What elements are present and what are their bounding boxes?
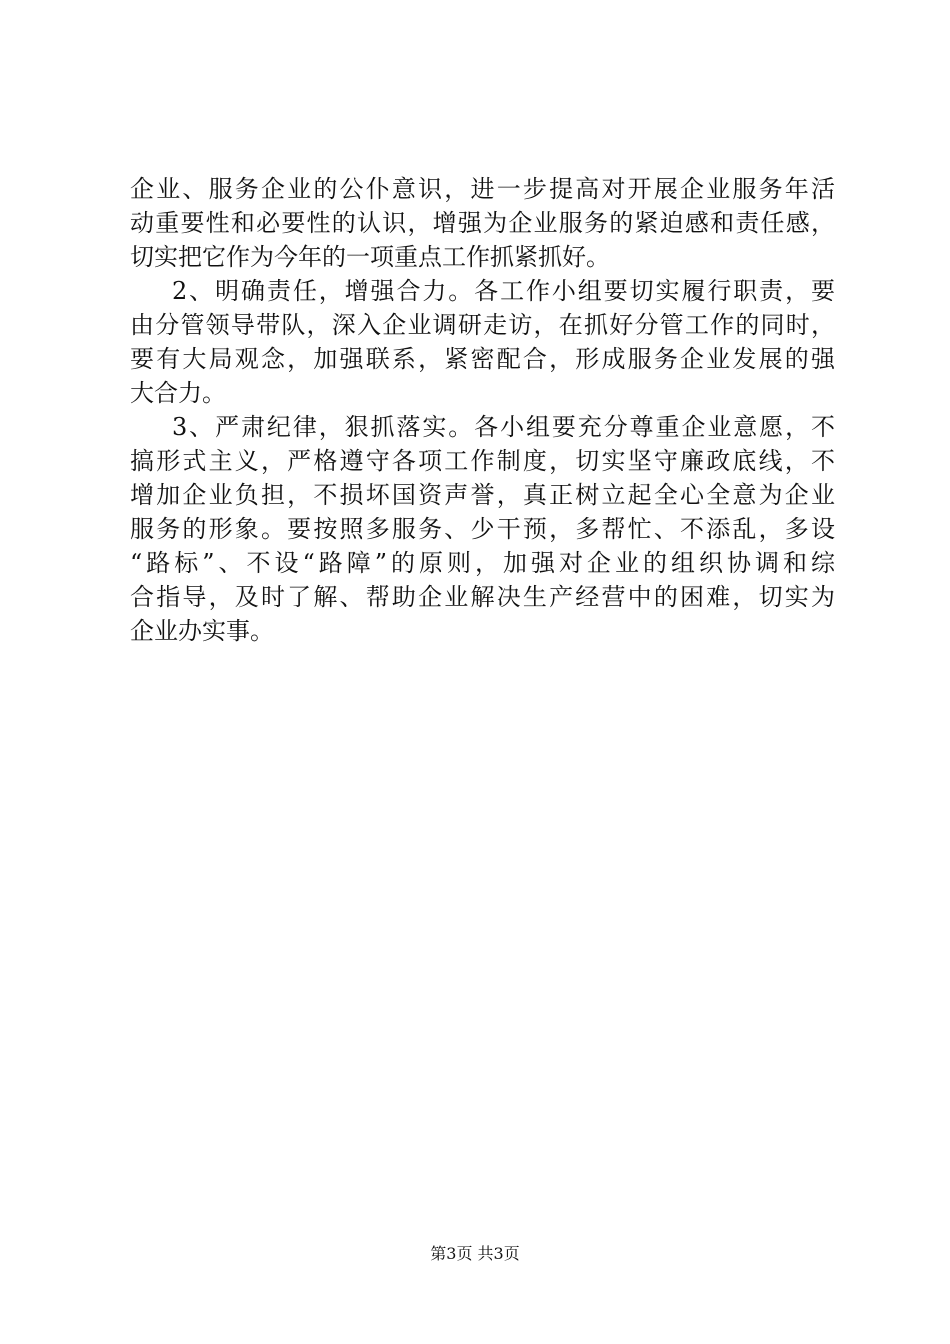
page-footer: 第3页 共3页 xyxy=(430,1244,520,1263)
body-text xyxy=(130,172,835,648)
paragraph-2-line-3: 要有大局观念，加强联系，紧密配合，形成服务企业发展的强 xyxy=(130,345,835,373)
paragraph-2-line-2: 由分管领导带队，深入企业调研走访，在抓好分管工作的同时， xyxy=(130,311,835,339)
paragraph-2-line-4: 大合力。 xyxy=(130,379,226,407)
paragraph-3-line-1: 3、严肃纪律，狠抓落实。各小组要充分尊重企业意愿，不 xyxy=(172,413,835,441)
paragraph-3-line-6: 合指导，及时了解、帮助企业解决生产经营中的困难，切实为 xyxy=(130,583,835,611)
paragraph-3-line-7: 企业办实事。 xyxy=(130,617,274,645)
paragraph-3-line-5: “路标”、不设“路障”的原则，加强对企业的组织协调和综 xyxy=(130,549,835,577)
paragraph-2-line-1: 2、明确责任，增强合力。各工作小组要切实履行职责，要 xyxy=(172,277,835,305)
paragraph-1-line-2: 动重要性和必要性的认识，增强为企业服务的紧迫感和责任感， xyxy=(130,209,835,237)
paragraph-1-line-3: 切实把它作为今年的一项重点工作抓紧抓好。 xyxy=(130,243,610,271)
paragraph-3-line-4: 服务的形象。要按照多服务、少干预，多帮忙、不添乱，多设 xyxy=(130,515,835,543)
paragraph-3-line-2: 搞形式主义，严格遵守各项工作制度，切实坚守廉政底线，不 xyxy=(130,447,835,475)
paragraph-1-line-1: 企业、服务企业的公仆意识，进一步提高对开展企业服务年活 xyxy=(130,175,835,203)
paragraph-3-line-3: 增加企业负担，不损坏国资声誉，真正树立起全心全意为企业 xyxy=(130,481,835,509)
